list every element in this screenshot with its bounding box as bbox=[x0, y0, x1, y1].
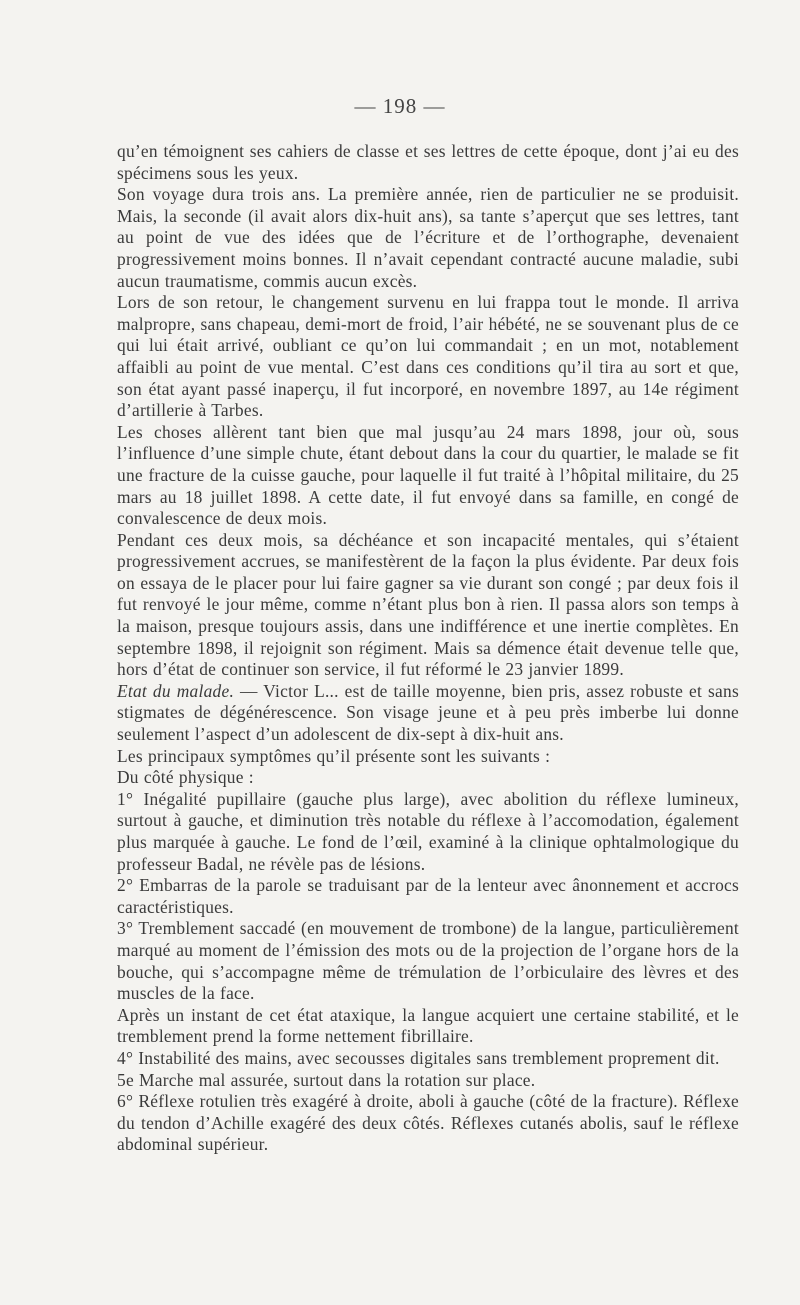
paragraph-etat-du-malade bbox=[117, 681, 739, 746]
list-item: 3° Tremblement saccadé (en mouvement de trombone) de la langue, particulièrement marqué au moment de l’émission des mots ou de la projection de l’organe hors de la bouche, qui s’accompagne même de trémulation de l’orbiculaire des lèvres et des muscles de la face. bbox=[117, 918, 739, 1004]
paragraph: Après un instant de cet état ataxique, la langue acquiert une certaine stabilité, et le tremblement prend la forme nettement fibrillaire. bbox=[117, 1004, 739, 1047]
paragraph: Pendant ces deux mois, sa déchéance et son incapacité mentales, qui s’étaient progressivement accrues, se manifestèrent de la façon la plus évidente. Par deux fois on essaya de le placer pour lui faire gagner sa vie durant son congé ; par deux fois il fut renvoyé le jour même, comme n’étant plus bon à rien. Il passa alors son temps à la maison, presque toujours assis, dans une indifférence et une inertie complètes. En septembre 1898, il rejoignit son régiment. Mais sa démence était devenue telle que, hors d’état de continuer son service, il fut réformé le 23 janvier 1899. bbox=[117, 529, 739, 680]
list-item: 5e Marche mal assurée, surtout dans la rotation sur place. bbox=[117, 1069, 536, 1090]
paragraph: qu’en témoignent ses cahiers de classe et ses lettres de cette époque, dont j’ai eu des spécimens sous les yeux. bbox=[117, 141, 739, 183]
paragraph: Les principaux symptômes qu’il présente sont les suivants : bbox=[117, 745, 551, 766]
list-item: 1° Inégalité pupillaire (gauche plus large), avec abolition du réflexe lumineux, surtout à gauche, et diminution très notable du réflexe à l’accomodation, également plus marquée à gauche. Le fond de l’œil, examiné à la clinique ophtalmologique du professeur Badal, ne révèle pas de lésions. bbox=[117, 788, 739, 874]
paragraph: Son voyage dura trois ans. La première année, rien de particulier ne se produisit. Mais, la seconde (il avait alors dix-huit ans), sa tante s’aperçut que ses lettres, tant au point de vue des idées que de l’écriture et de l’orthographe, devenaient progressivement moins bonnes. Il n’avait cependant contracté aucune maladie, subi aucun traumatisme, commis aucun excès. bbox=[117, 184, 739, 291]
paragraph-text: — Victor L... est de taille moyenne, bien pris, assez robuste et sans stigmates de dégénérescence. Son visage jeune et à peu près imberbe lui donne seulement l’aspect d’un adolescent de dix-sept à dix-huit ans. bbox=[117, 680, 739, 745]
list-item: 4° Instabilité des mains, avec secousses digitales sans tremblement proprement dit. bbox=[117, 1047, 720, 1068]
body-text bbox=[117, 141, 739, 1156]
paragraph: Du côté physique : bbox=[117, 767, 254, 788]
paragraph: Lors de son retour, le changement survenu en lui frappa tout le monde. Il arriva malpropre, sans chapeau, demi-mort de froid, l’air hébété, ne se souvenant plus de ce qui lui était arrivé, oubliant ce qu’on lui commandait ; en un mot, notablement affaibli au point de vue mental. C’est dans ces conditions qu’il tira au sort et que, son état ayant passé inaperçu, il fut incorporé, en novembre 1897, au 14e régiment d’artillerie à Tarbes. bbox=[117, 292, 739, 421]
italic-heading: Etat du malade. bbox=[117, 680, 235, 701]
list-item: 6° Réflexe rotulien très exagéré à droite, aboli à gauche (côté de la fracture). Réflexe du tendon d’Achille exagéré des deux côtés. Réflexes cutanés abolis, sauf le réflexe abdominal supérieur. bbox=[117, 1091, 739, 1155]
page-number: — 198 — bbox=[354, 94, 446, 118]
list-item: 2° Embarras de la parole se traduisant par de la lenteur avec ânonnement et accrocs caractéristiques. bbox=[117, 875, 739, 917]
paragraph: Les choses allèrent tant bien que mal jusqu’au 24 mars 1898, jour où, sous l’influence d’une simple chute, étant debout dans la cour du quartier, le malade se fit une fracture de la cuisse gauche, pour laquelle il fut traité à l’hôpital militaire, du 25 mars au 18 juillet 1898. A cette date, il fut envoyé dans sa famille, en congé de convalescence de deux mois. bbox=[117, 421, 739, 529]
